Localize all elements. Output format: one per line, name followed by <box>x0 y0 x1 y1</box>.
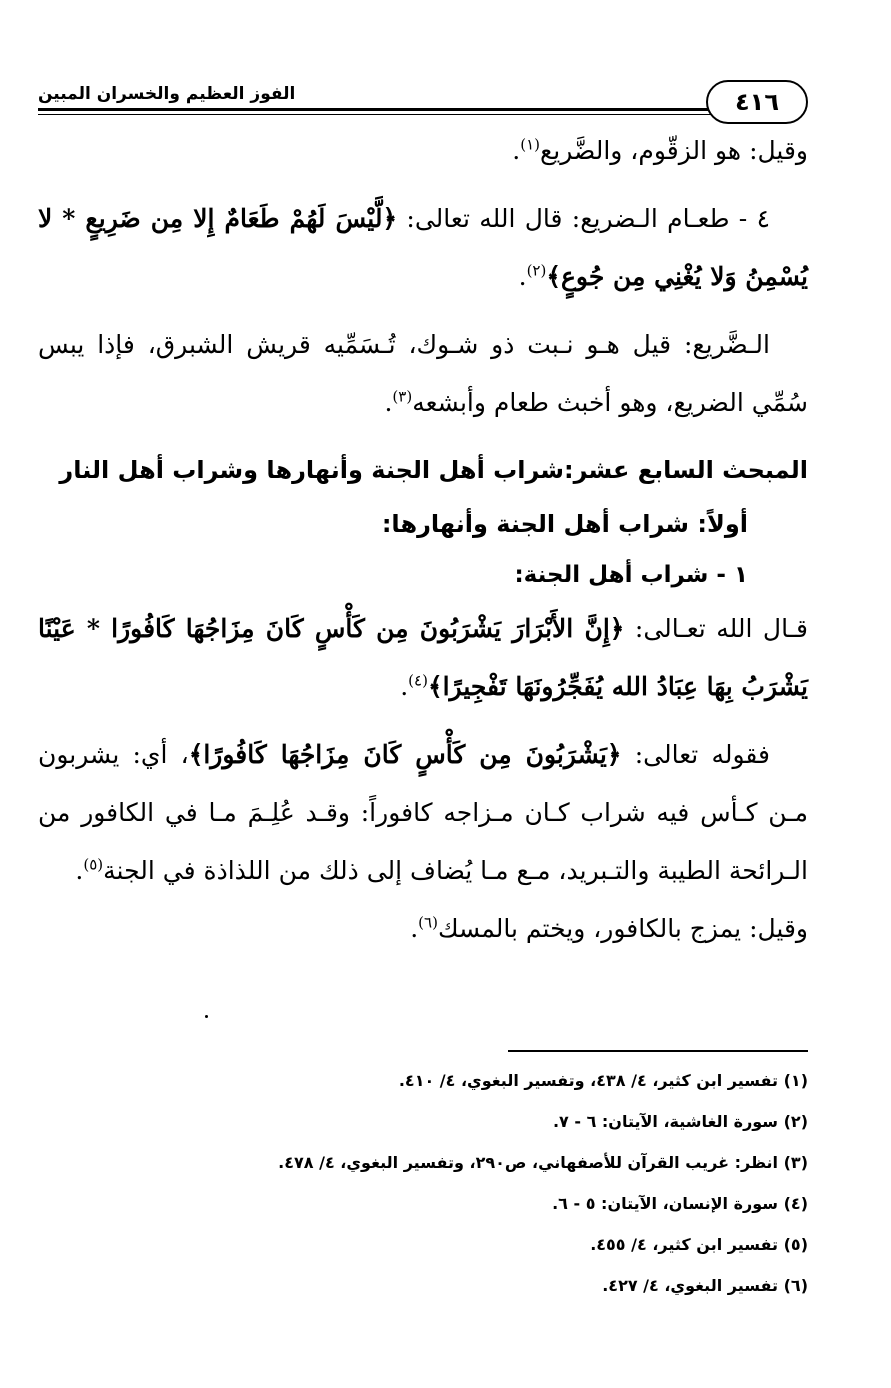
paragraph-4-lead: قـال الله تعـالى: <box>624 614 808 643</box>
page-content <box>38 70 808 968</box>
paragraph-1-end: . <box>512 136 521 165</box>
footnotes <box>38 1050 808 1306</box>
footnote-5: (٥) تفسير ابن كثير، ٤/ ٤٥٥. <box>590 1235 808 1254</box>
paragraph-2-lead: ٤ - طعـام الـضريع: قال الله تعالى: <box>397 204 770 233</box>
paragraph-4-end: . <box>400 672 409 701</box>
quran-verse-3: ﴿يَشْرَبُونَ مِن كَأْسٍ كَانَ مِزَاجُهَا كَافُورًا﴾ <box>188 740 622 769</box>
quran-verse-2: ﴿إِنَّ الأَبْرَارَ يَشْرَبُونَ مِن كَأْسٍ كَانَ مِزَاجُهَا كَافُورًا * عَيْنًا يَشْرَبُ بِهَا عِبَادُ الله يُفَجِّرُونَهَا تَفْجِيرًا﴾ <box>38 614 808 701</box>
section-title: المبحث السابع عشر:شراب أهل الجنة وأنهارها وشراب أهل النار <box>59 456 808 484</box>
paragraph-5 <box>38 726 808 958</box>
paragraph-6-end: . <box>410 914 419 943</box>
page-number: ٤١٦ <box>706 80 808 124</box>
subsection-title: أولاً: شراب أهل الجنة وأنهارها: <box>381 510 748 538</box>
body-text <box>38 122 808 958</box>
paragraph-2 <box>38 190 808 306</box>
footnote-ref-6: (٦) <box>418 913 438 932</box>
paragraph-6-text: وقيل: يمزج بالكافور، ويختم بالمسك <box>437 914 808 943</box>
paragraph-5-text: ، أي: يشربون مـن كـأس فيه شراب كـان مـزاجه كافوراً: وقـد عُلِـمَ مـا في الكافور من الـرائحة الطيبة والتـبريد، مـع مـا يُضاف إلى ذلك من اللذاذة في الجنة <box>38 740 808 885</box>
footnote-3: (٣) انظر: غريب القرآن للأصفهاني، ص٢٩٠، وتفسير البغوي، ٤/ ٤٧٨. <box>278 1153 808 1172</box>
footnote-ref-3: (٣) <box>392 387 413 406</box>
footnote-ref-1: (١) <box>520 135 540 154</box>
paragraph-5-lead: فقوله تعالى: <box>621 740 770 769</box>
page-header <box>38 70 808 122</box>
paragraph-4 <box>38 600 808 716</box>
footnote-2: (٢) سورة الغاشية، الآيتان: ٦ - ٧. <box>552 1112 808 1131</box>
subsubsection-title: ١ - شراب أهل الجنة: <box>514 562 748 588</box>
header-rule-thin <box>38 114 748 115</box>
paragraph-3 <box>38 316 808 432</box>
paragraph-1 <box>38 122 808 180</box>
footnote-rule <box>508 1050 808 1052</box>
running-title: الفوز العظيم والخسران المبين <box>38 84 296 104</box>
header-rule <box>38 108 748 111</box>
footnote-6: (٦) تفسير البغوي، ٤/ ٤٢٧. <box>602 1276 808 1295</box>
paragraph-3-end: . <box>384 388 393 417</box>
footnote-4: (٤) سورة الإنسان، الآيتان: ٥ - ٦. <box>552 1194 808 1213</box>
footnote-ref-5: (٥) <box>83 855 104 874</box>
quran-verse-1: ﴿لَّيْسَ لَهُمْ طَعَامٌ إِلا مِن ضَرِيعٍ * لا يُسْمِنُ وَلا يُغْنِي مِن جُوعٍ﴾ <box>38 204 808 291</box>
footnote-ref-4: (٤) <box>408 671 428 690</box>
paragraph-2-end: . <box>518 262 527 291</box>
paragraph-5-end: . <box>75 856 84 885</box>
stray-dot <box>205 1015 208 1018</box>
footnote-1: (١) تفسير ابن كثير، ٤/ ٤٣٨، وتفسير البغوي، ٤/ ٤١٠. <box>398 1071 808 1090</box>
paragraph-1-text: وقيل: هو الزقّوم، والضَّريع <box>539 136 808 165</box>
paragraph-3-text: الـضَّريع: قيل هـو نـبت ذو شـوك، تُـسَمِّيه قريش الشبرق، فإذا يبس سُمِّي الضريع، وهو أخبث طعام وأبشعه <box>38 330 808 417</box>
footnote-ref-2: (٢) <box>526 261 547 280</box>
